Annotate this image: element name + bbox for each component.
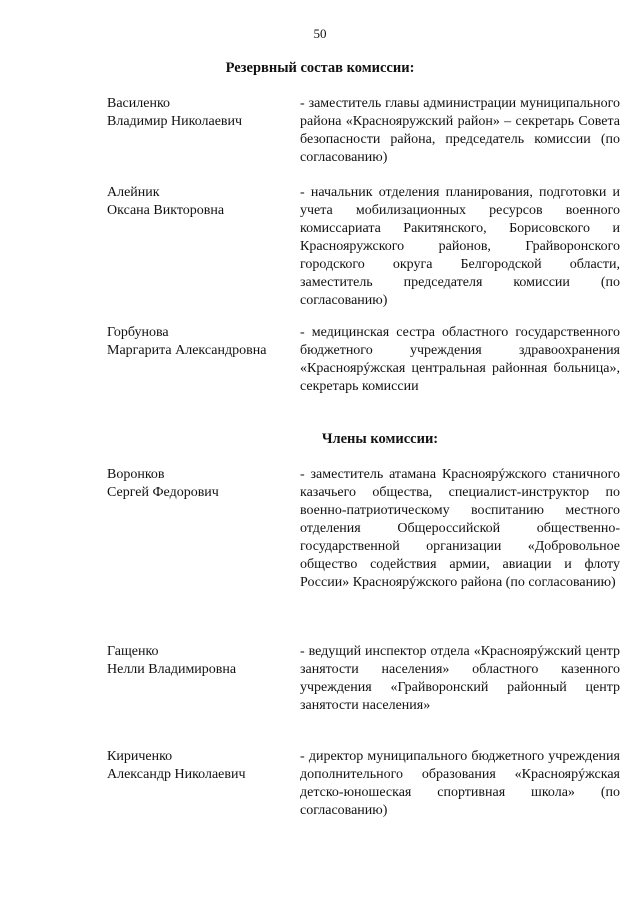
person-surname: Воронков [107,467,165,482]
person-given-names: Маргарита Александровна [107,343,267,358]
person-given-names: Оксана Викторовна [107,203,225,218]
person-role: - заместитель главы администрации муниципального района «Краснояружский район» – секретарь Совета безопасности района, председатель комиссии (по согласованию) [300,96,620,165]
person-given-names: Александр Николаевич [107,767,246,782]
person-role: - заместитель атамана Красноярýжского станичного казачьего общества, специалист-инструктор по военно-патриотическому воспитанию местного отделения Общероссийской общественно-государственной организации «Добровольное общество содействия армии, авиации и флоту России» Красноярýжского района (по согласованию) [300,467,620,590]
person-role: - начальник отделения планирования, подготовки и учета мобилизационных ресурсов военного комиссариата Ракитянского, Борисовского и Краснояружского районов, Грайворонского городского округа Белгородской области, заместитель председателя комиссии (по согласованию) [300,185,620,308]
person-surname: Василенко [107,96,171,111]
person-surname: Гащенко [107,644,159,659]
person-given-names: Сергей Федорович [107,485,219,500]
person-name [107,95,292,131]
person-role: - ведущий инспектор отдела «Красноярýжский центр занятости населения» областного казенного учреждения «Грайворонский районный центр занятости населения» [300,644,620,713]
person-role: - медицинская сестра областного государственного бюджетного учреждения здравоохранения «Красноярýжская центральная районная больница», секретарь комиссии [300,325,620,394]
person-given-names: Нелли Владимировна [107,662,237,677]
person-name [107,748,292,784]
reserve-section-title: Резервный состав комиссии: [225,60,415,76]
page-number: 50 [313,26,327,41]
person-role: - директор муниципального бюджетного учреждения дополнительного образования «Красноярýжская детско-юношеская спортивная школа» (по согласованию) [300,749,620,818]
person-name [107,643,292,679]
person-given-names: Владимир Николаевич [107,114,243,129]
person-surname: Кириченко [107,749,173,764]
members-section-title: Члены комиссии: [321,431,439,447]
person-name [107,324,292,360]
person-surname: Алейник [107,185,160,200]
person-name [107,466,292,502]
person-surname: Горбунова [107,325,169,340]
person-name [107,184,292,220]
